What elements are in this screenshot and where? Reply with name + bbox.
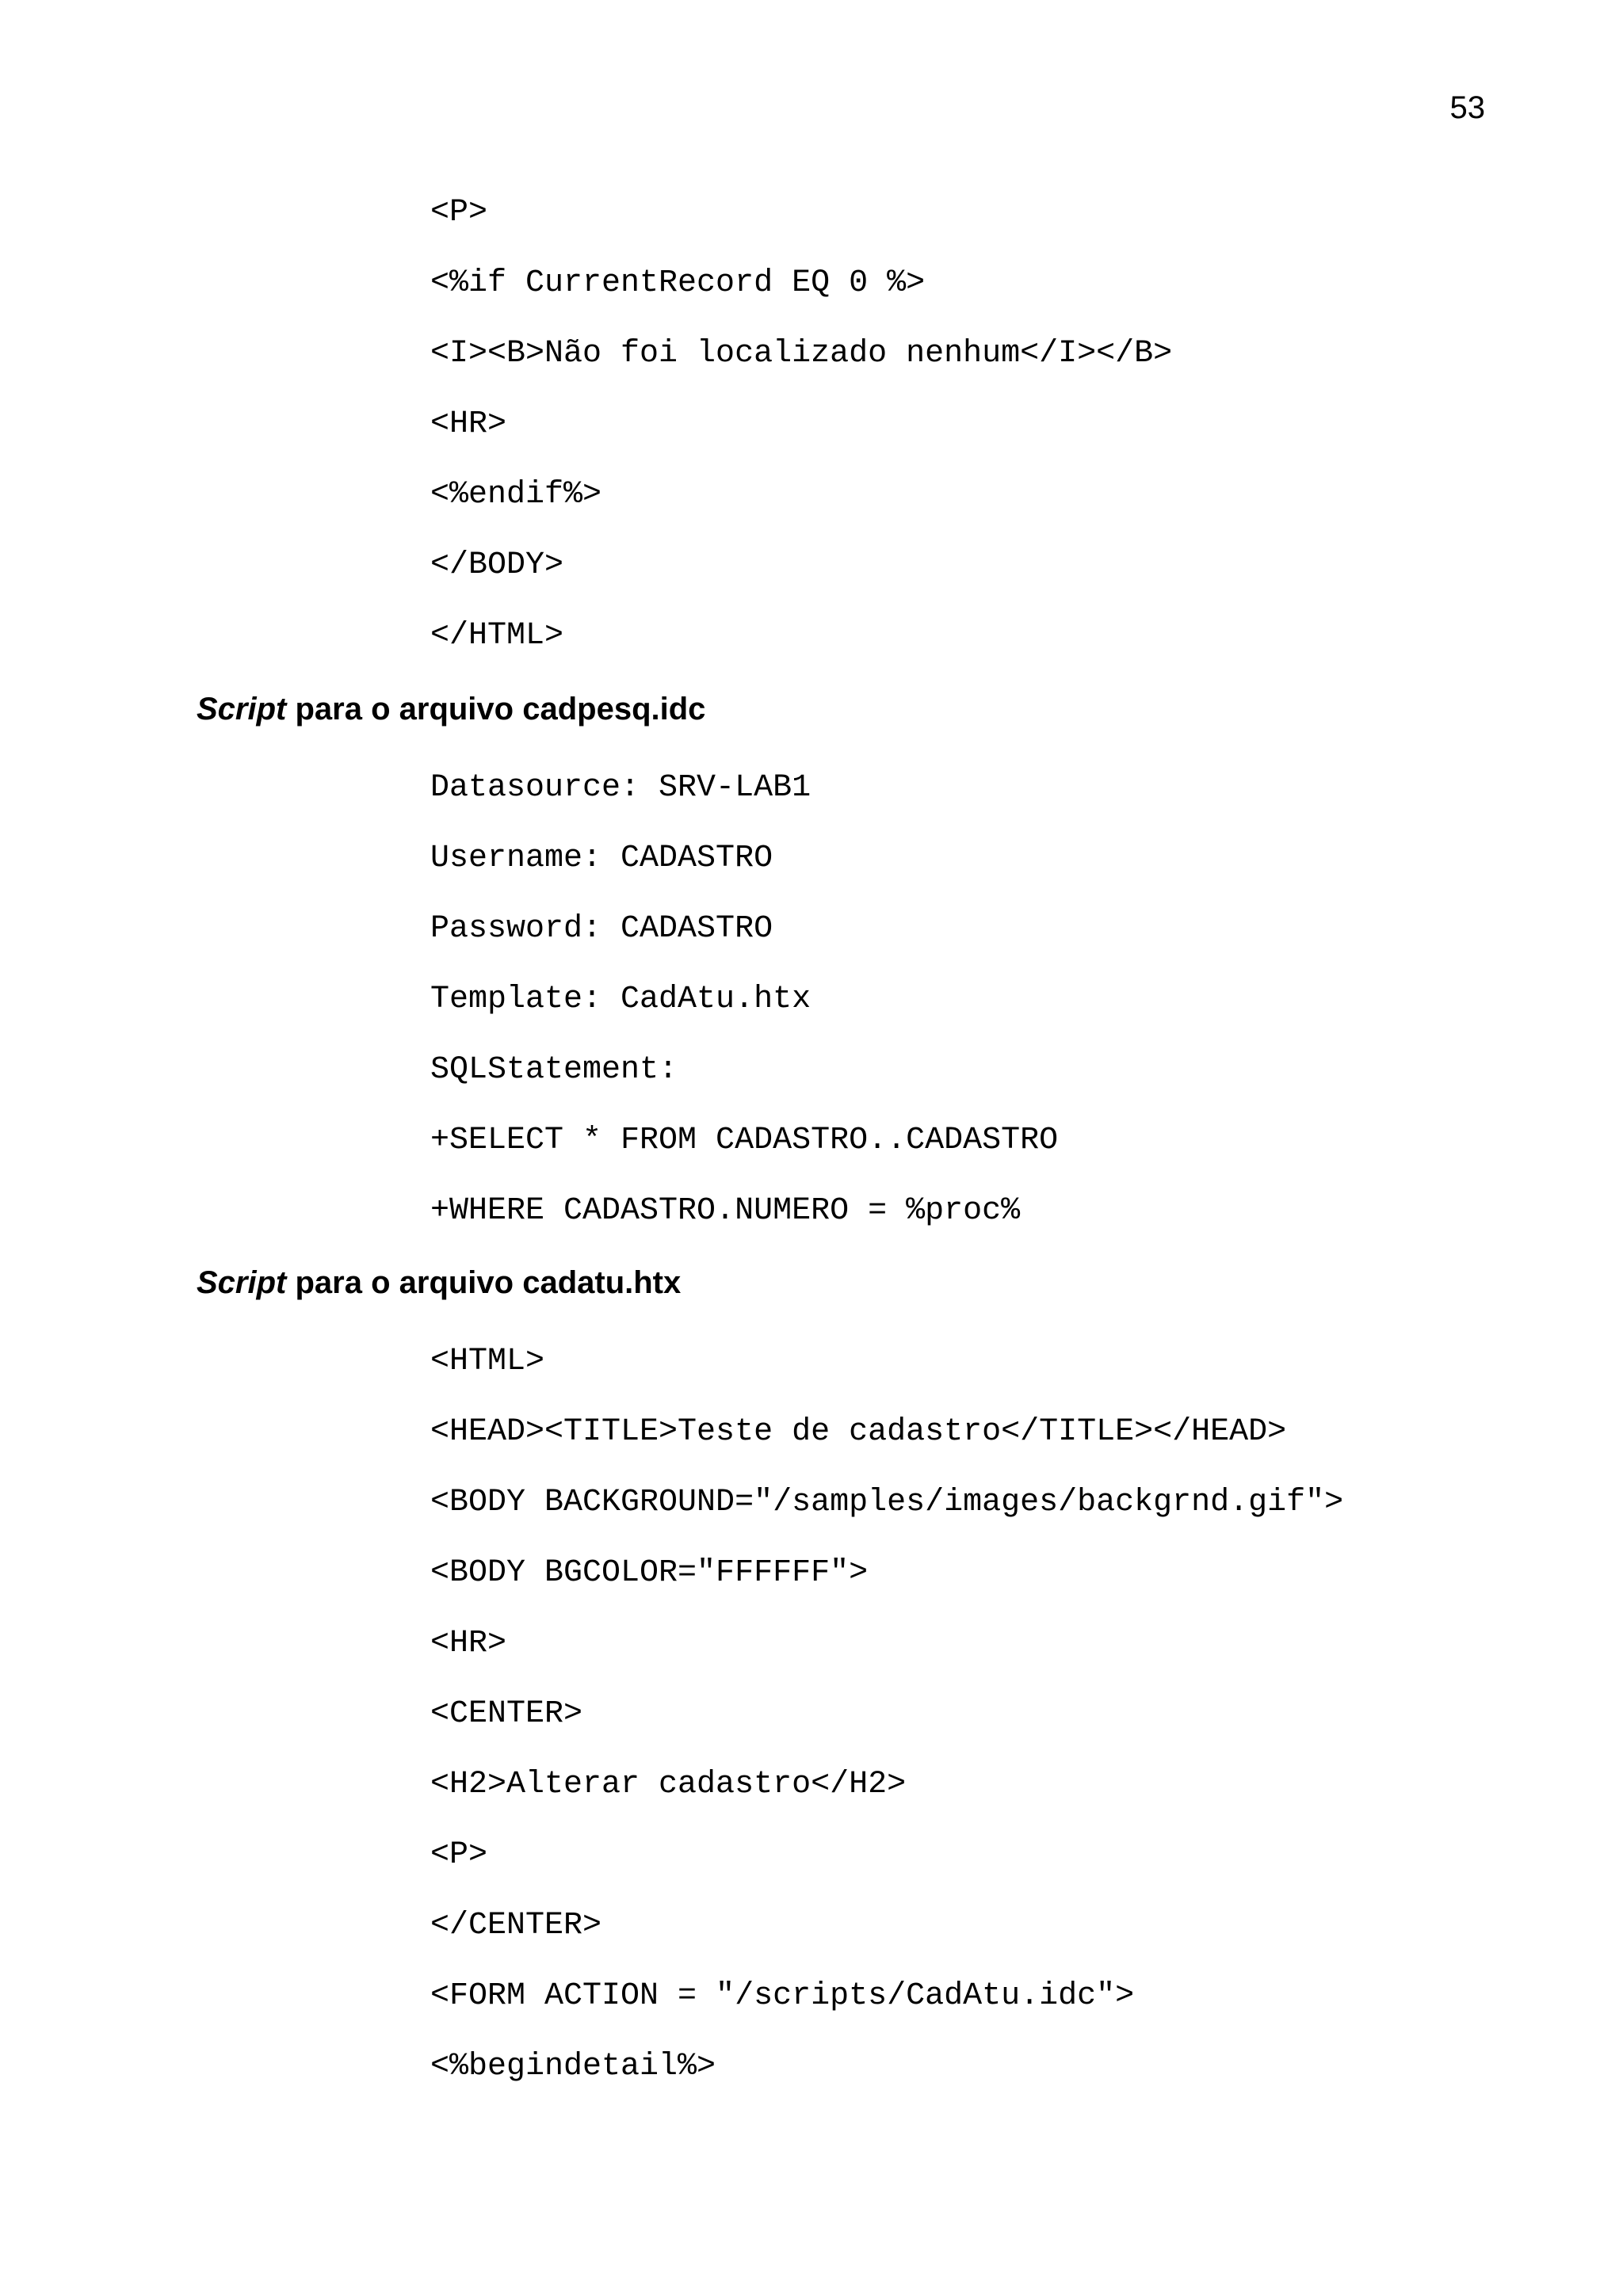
code-line: <H2>Alterar cadastro</H2> bbox=[430, 1767, 907, 1802]
code-line: <CENTER> bbox=[430, 1696, 583, 1732]
code-line: <I><B>Não foi localizado nenhum</I></B> bbox=[430, 336, 1173, 372]
page-number: 53 bbox=[1449, 90, 1485, 125]
code-line: <P> bbox=[430, 195, 488, 231]
code-line: <%if CurrentRecord EQ 0 %> bbox=[430, 265, 926, 301]
code-line: <HTML> bbox=[430, 1344, 545, 1379]
code-line: <%endif%> bbox=[430, 477, 602, 513]
heading-emphasis: Script bbox=[197, 692, 287, 727]
code-line: <BODY BGCOLOR="FFFFFF"> bbox=[430, 1555, 869, 1591]
code-block-template-end bbox=[430, 194, 1172, 688]
code-line: <FORM ACTION = "/scripts/CadAtu.idc"> bbox=[430, 1978, 1135, 2014]
code-line: </HTML> bbox=[430, 618, 564, 654]
code-line: +SELECT * FROM CADASTRO..CADASTRO bbox=[430, 1123, 1059, 1158]
section-heading-cadpesq bbox=[197, 690, 705, 728]
code-line: Password: CADASTRO bbox=[430, 911, 773, 947]
code-line: SQLStatement: bbox=[430, 1052, 678, 1088]
heading-text: para o arquivo cadpesq.idc bbox=[286, 692, 706, 727]
code-line: <P> bbox=[430, 1837, 488, 1873]
heading-emphasis: Script bbox=[197, 1265, 287, 1300]
code-line: <HEAD><TITLE>Teste de cadastro</TITLE></HEAD> bbox=[430, 1414, 1287, 1450]
code-line: <BODY BACKGROUND="/samples/images/backgrnd.gif"> bbox=[430, 1485, 1344, 1520]
code-line: +WHERE CADASTRO.NUMERO = %proc% bbox=[430, 1193, 1021, 1229]
code-line: </CENTER> bbox=[430, 1908, 602, 1943]
section-heading-cadatu bbox=[197, 1264, 681, 1302]
code-line: </BODY> bbox=[430, 547, 564, 583]
code-line: Username: CADASTRO bbox=[430, 841, 773, 876]
code-line: <HR> bbox=[430, 406, 507, 442]
code-block-cadatu-htx bbox=[430, 1343, 1343, 2119]
code-line: <HR> bbox=[430, 1626, 507, 1661]
code-line: Datasource: SRV-LAB1 bbox=[430, 770, 812, 806]
code-line: <%begindetail%> bbox=[430, 2049, 716, 2084]
code-line: Template: CadAtu.htx bbox=[430, 982, 812, 1017]
heading-text: para o arquivo cadatu.htx bbox=[286, 1265, 682, 1300]
code-block-cadpesq-idc bbox=[430, 769, 1058, 1263]
